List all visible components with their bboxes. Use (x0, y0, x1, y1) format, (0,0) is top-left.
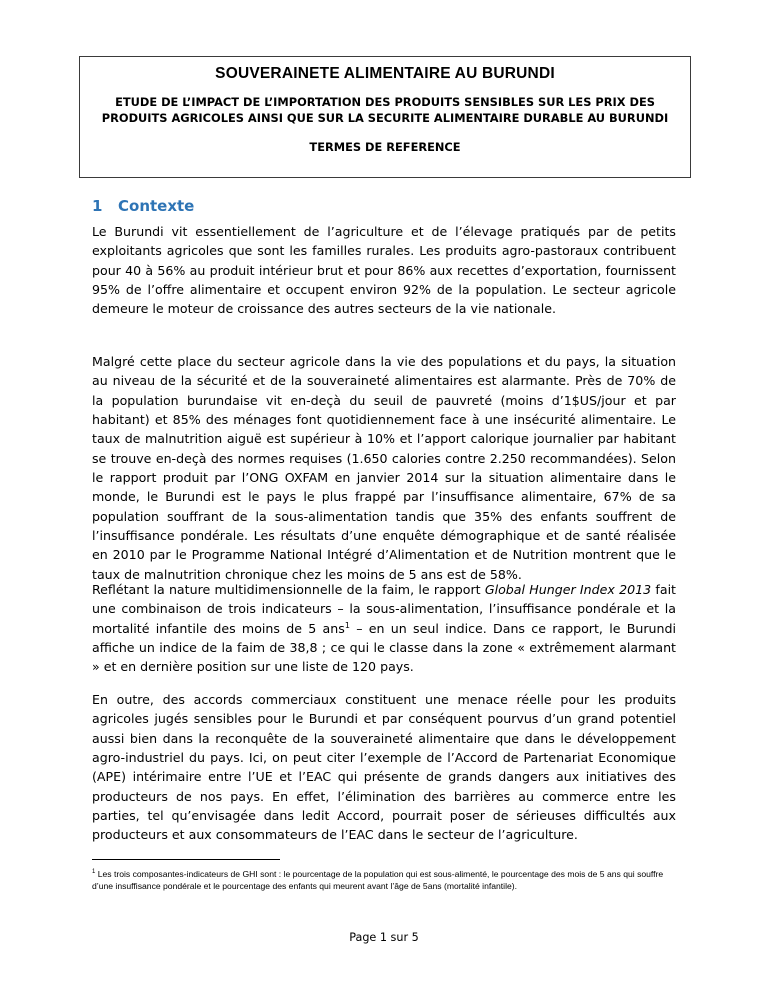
footnote-separator (92, 859, 280, 860)
footnote-reference[interactable]: 1 (344, 620, 350, 630)
terms-of-reference-label: TERMES DE REFERENCE (309, 140, 461, 154)
footnote-text: Les trois composantes-indicateurs de GHI sont : le pourcentage de la population qui est sous-alimenté, le pourcentage des mois de 5 ans qui souffre d’une insuffisance pondérale et le pourcentage des enfants qui meurent avant l’âge de 5ans (mortalité infantile). (92, 868, 664, 892)
title-box (79, 56, 691, 178)
section-heading (92, 197, 194, 215)
paragraph-3-text-c: – en un seul indice. Dans ce rapport, le Burundi affiche un indice de la faim de 38,8 ; ce qui le classe dans la zone « extrêmement alarmant » et en dernière position sur une liste de 120 pays. (92, 620, 676, 675)
document-subtitle: ETUDE DE L’IMPACT DE L’IMPORTATION DES PRODUITS SENSIBLES SUR LES PRIX DES PRODUITS AGRICOLES AINSI QUE SUR LA SECURITE ALIMENTAIRE DURABLE AU BURUNDI (101, 95, 669, 125)
document-title: SOUVERAINETE ALIMENTAIRE AU BURUNDI (215, 65, 555, 82)
report-title-italic: Global Hunger Index 2013 (484, 582, 652, 597)
footnote (92, 866, 676, 893)
section-number: 1 (92, 197, 103, 215)
paragraph-1: Le Burundi vit essentiellement de l’agriculture et de l’élevage pratiqués par de petits exploitants agricoles que sont les familles rurales. Les produits agro-pastoraux contribuent pour 40 à 56% au produit intérieur brut et pour 86% aux recettes d’exportation, fournissent 95% de l’offre alimentaire et occupent environ 92% de la population. Le secteur agricole demeure le moteur de croissance des autres secteurs de la vie nationale. (92, 224, 676, 317)
paragraph-3-text-a: Reflétant la nature multidimensionnelle de la faim, le rapport (92, 582, 485, 597)
paragraph-4: En outre, des accords commerciaux constituent une menace réelle pour les produits agricoles jugés sensibles pour le Burundi et par conséquent pourvus d’un grand potentiel aussi bien dans la reconquête de la souveraineté alimentaire que dans le développement agro-industriel du pays. Ici, on peut citer l’exemple de l’Accord de Partenariat Economique (APE) intérimaire entre l’UE et l’EAC qui présente de grands dangers aux initiatives des producteurs de nos pays. En effet, l’élimination des barrières au commerce entre les parties, tel qu’envisagée dans ledit Accord, pourrait poser de sérieuses difficultés aux producteurs et aux consommateurs de l’EAC dans le secteur de l’agriculture. (92, 692, 676, 843)
paragraph-3 (92, 580, 676, 677)
section-title: Contexte (118, 197, 195, 215)
page-number: Page 1 sur 5 (349, 931, 419, 944)
paragraph-3-text-b: fait une combinaison de trois indicateurs – la sous-alimentation, l’insuffisance pondérale et la mortalité infantile des moins de 5 ans (92, 582, 676, 636)
footnote-mark: 1 (92, 869, 96, 875)
paragraph-2: Malgré cette place du secteur agricole dans la vie des populations et du pays, la situation au niveau de la sécurité et de la souveraineté alimentaires est alarmante. Près de 70% de la population burundaise vit en-deçà du seuil de pauvreté (moins d’1$US/jour et par habitant) et 85% des ménages font quotidiennement face à une insécurité alimentaire. Le taux de malnutrition aiguë est supérieur à 10% et l’apport calorique journalier par habitant se trouve en-deçà des normes requises (1.650 calories contre 2.250 recommandées). Selon le rapport produit par l’ONG OXFAM en janvier 2014 sur la situation alimentaire dans le monde, le Burundi est le pays le plus frappé par l’insuffisance alimentaire, 67% de sa population souffrant de la sous-alimentation tandis que 35% des enfants souffrent de l’insuffisance pondérale. Les résultats d’une enquête démographique et de santé réalisée en 2010 par le Programme National Intégré d’Alimentation et de Nutrition montrent que le taux de malnutrition chronique chez les moins de 5 ans est de 58%. (92, 354, 676, 582)
